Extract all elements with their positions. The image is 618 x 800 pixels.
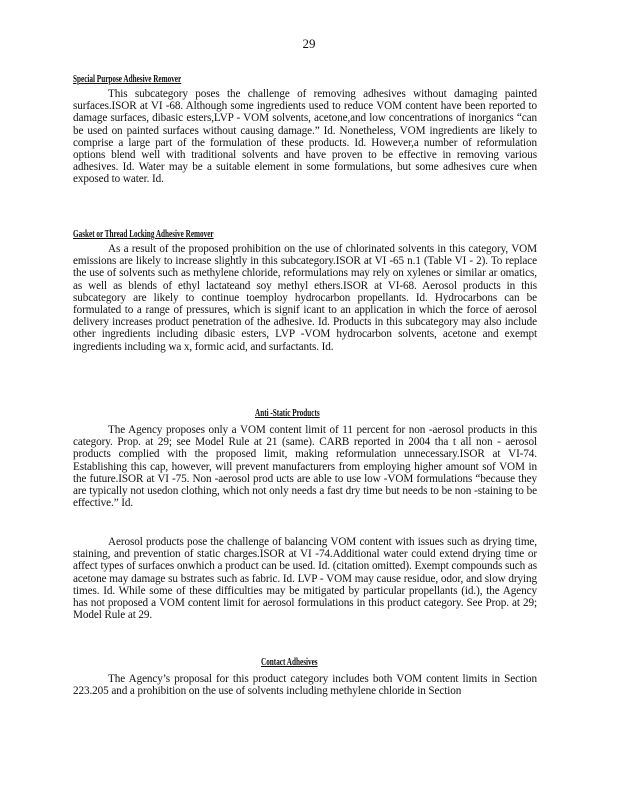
paragraph-anti-static-1: The Agency proposes only a VOM content limit of 11 percent for non -aerosol products in this category. Prop. at 29; see Model Rule at 21 (same). CARB reported in 2004 tha t all non - aerosol products complied with the proposed limit, making reformulation unnecessary.ISOR at VI-74. Establishing this cap, however, will prevent manufacturers from employing higher amount sof VOM in the future.ISOR at VI -75. Non -aerosol prod ucts are able to use low -VOM formulations “because they are typically not usedon clothing, which not only needs a fast dry time but needs to be non -staining to be effective.” Id. xyxy=(73,424,537,510)
paragraph-gasket: As a result of the proposed prohibition on the use of chlorinated solvents in this category, VOM emissions are likely to increase slightly in this subcategory.ISOR at VI -65 n.1 (Table VI - 2). To replace the use of solvents such as methylene chloride, reformulations may rely on xylenes or similar ar omatics, as well as blends of ethyl lactateand soy methyl ethers.ISOR at VI-68. Aerosol products in this subcategory are likely to continue toemploy hydrocarbon propellants. Id. Hydrocarbons can be formulated to a range of pressures, which is signif icant to an application in which the force of aerosol delivery increases product penetration of the adhesive. Id. Products in this subcategory may also include other ingredients including dibasic esters, LVP -VOM hydrocarbon solvents, acetone and exempt ingredients including wa x, formic acid, and surfactants. Id. xyxy=(73,243,537,353)
page-number: 29 xyxy=(302,36,316,51)
section-heading-gasket: Gasket or Thread Locking Adhesive Remover xyxy=(73,229,214,240)
section-heading-special-purpose: Special Purpose Adhesive Remover xyxy=(73,74,182,85)
paragraph-anti-static-2: Aerosol products pose the challenge of balancing VOM content with issues such as drying time, staining, and prevention of static charges.ISOR at VI -74.Additional water could extend drying time or affect types of surfaces onwhich a product can be used. Id. (citation omitted). Exempt compounds such as acetone may damage su bstrates such as fabric. Id. LVP - VOM may cause residue, odor, and slow drying times. Id. While some of these difficulties may be mitigated by particular propellants (id.), the Agency has not proposed a VOM content limit for aerosol formulations in this product category. See Prop. at 29; Model Rule at 29. xyxy=(73,536,537,622)
paragraph-contact-adhesives: The Agency’s proposal for this product category includes both VOM content limits in Section 223.205 and a prohibition on the use of solvents including methylene chloride in Section xyxy=(73,673,537,698)
paragraph-special-purpose: This subcategory poses the challenge of removing adhesives without damaging painted surfaces.ISOR at VI -68. Although some ingredients used to reduce VOM content have been reported to damage surfaces, dibasic esters,LVP - VOM solvents, acetone,and low concentrations of inorganics “can be used on painted surfaces without causing damage.” Id. Nonetheless, VOM ingredients are likely to comprise a large part of the formulation of these products. Id. However,a number of reformulation options blend well with traditional solvents and have proven to be effective in removing various adhesives. Id. Water may be a suitable element in some formulations, but some adhesives cure when exposed to water. Id. xyxy=(73,88,537,186)
section-heading-contact-adhesives: Contact Adhesives xyxy=(261,657,318,668)
section-heading-anti-static: Anti -Static Products xyxy=(255,408,320,419)
